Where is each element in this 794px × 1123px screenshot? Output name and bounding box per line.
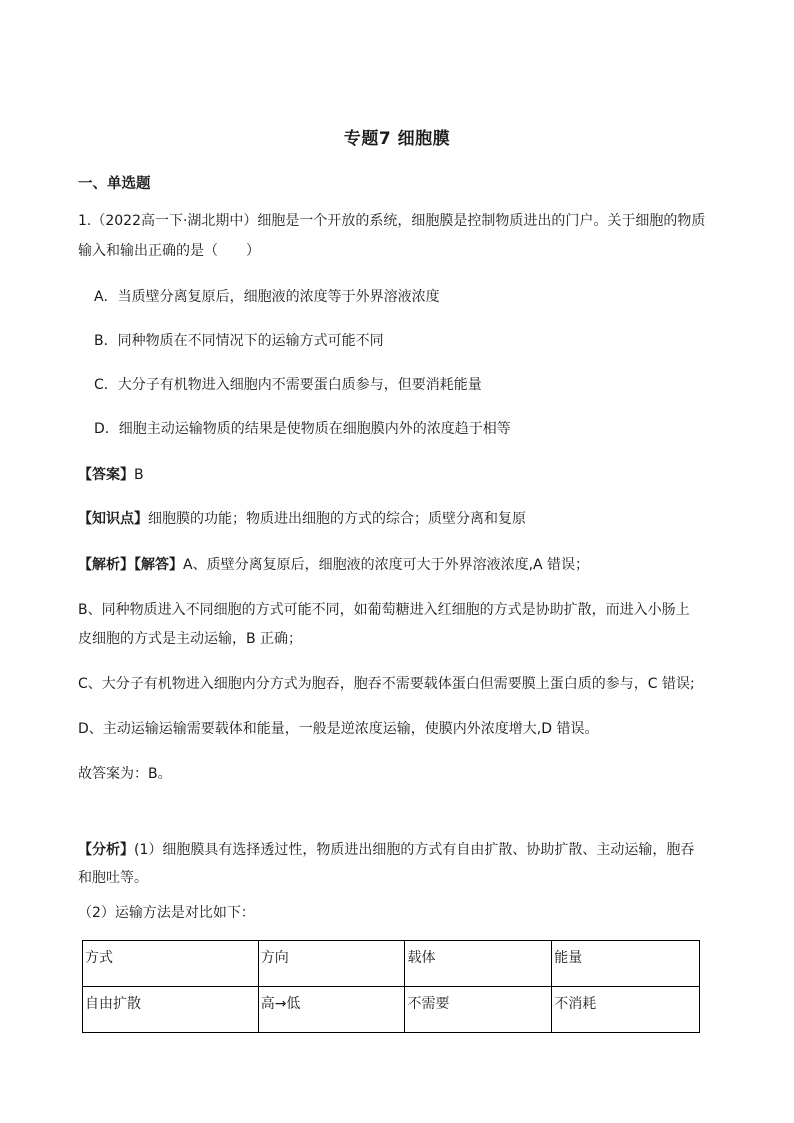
table-header-cell: 能量 <box>552 941 700 987</box>
table-cell: 不需要 <box>405 987 552 1033</box>
analysis-text-a: A、质壁分离复原后，细胞液的浓度可大于外界溶液浓度,A 错误； <box>183 557 590 573</box>
table-cell: 高→低 <box>258 987 405 1033</box>
option-a: A．当质壁分离复原后，细胞液的浓度等于外界溶液浓度 <box>94 289 440 305</box>
table-row <box>83 987 700 1033</box>
option-d: D．细胞主动运输物质的结果是使物质在细胞膜内外的浓度趋于相等 <box>94 421 511 437</box>
option-b: B．同种物质在不同情况下的运输方式可能不同 <box>94 333 384 349</box>
analysis-c-line: C、大分子有机物进入细胞内分方式为胞吞，胞吞不需要载体蛋白但需要膜上蛋白质的参与，C 错误; <box>78 676 695 692</box>
explain-line-3: （2）运输方法是对比如下： <box>78 905 255 921</box>
answer-label: 【答案】 <box>78 467 134 483</box>
knowledge-text: 细胞膜的功能；物质进出细胞的方式的综合；质壁分离和复原 <box>148 511 526 527</box>
question-stem-line-2: 输入和输出正确的是（ ） <box>78 243 260 259</box>
option-c: C．大分子有机物进入细胞内不需要蛋白质参与，但要消耗能量 <box>94 377 482 393</box>
table-header-cell: 方式 <box>83 941 259 987</box>
analysis-conclusion: 故答案为：B。 <box>78 766 172 782</box>
explain-line-1: (1）细胞膜具有选择透过性，物质进出细胞的方式有自由扩散、协助扩散、主动运输，胞吞 <box>134 842 695 858</box>
answer-row <box>78 465 718 485</box>
explain-label: 【分析】 <box>78 842 134 858</box>
explain-line-2: 和胞吐等。 <box>78 870 148 886</box>
table-cell: 自由扩散 <box>83 987 259 1033</box>
question-stem-line-1: 1.（2022高一下·湖北期中）细胞是一个开放的系统，细胞膜是控制物质进出的门户。关于细胞的物质 <box>78 213 706 229</box>
section-heading: 一、单选题 <box>78 176 151 192</box>
analysis-row-a <box>78 555 718 575</box>
table-header-cell: 方向 <box>258 941 405 987</box>
analysis-b-line-1: B、同种物质进入不同细胞的方式可能不同，如葡萄糖进入红细胞的方式是协助扩散，而进入小肠上 <box>78 602 690 618</box>
analysis-label: 【解析】【解答】 <box>78 557 183 573</box>
comparison-table <box>82 940 700 1033</box>
analysis-b-line-2: 皮细胞的方式是主动运输，B 正确； <box>78 631 303 647</box>
knowledge-row <box>78 509 718 529</box>
knowledge-label: 【知识点】 <box>78 511 148 527</box>
explain-row-1 <box>78 840 718 860</box>
table-header-row <box>83 941 700 987</box>
table-cell: 不消耗 <box>552 987 700 1033</box>
analysis-d-line: D、主动运输运输需要载体和能量，一般是逆浓度运输，使膜内外浓度增大,D 错误。 <box>78 721 599 737</box>
table-header-cell: 载体 <box>405 941 552 987</box>
answer-value: B <box>134 467 144 483</box>
page-title: 专题7 细胞膜 <box>343 129 451 149</box>
